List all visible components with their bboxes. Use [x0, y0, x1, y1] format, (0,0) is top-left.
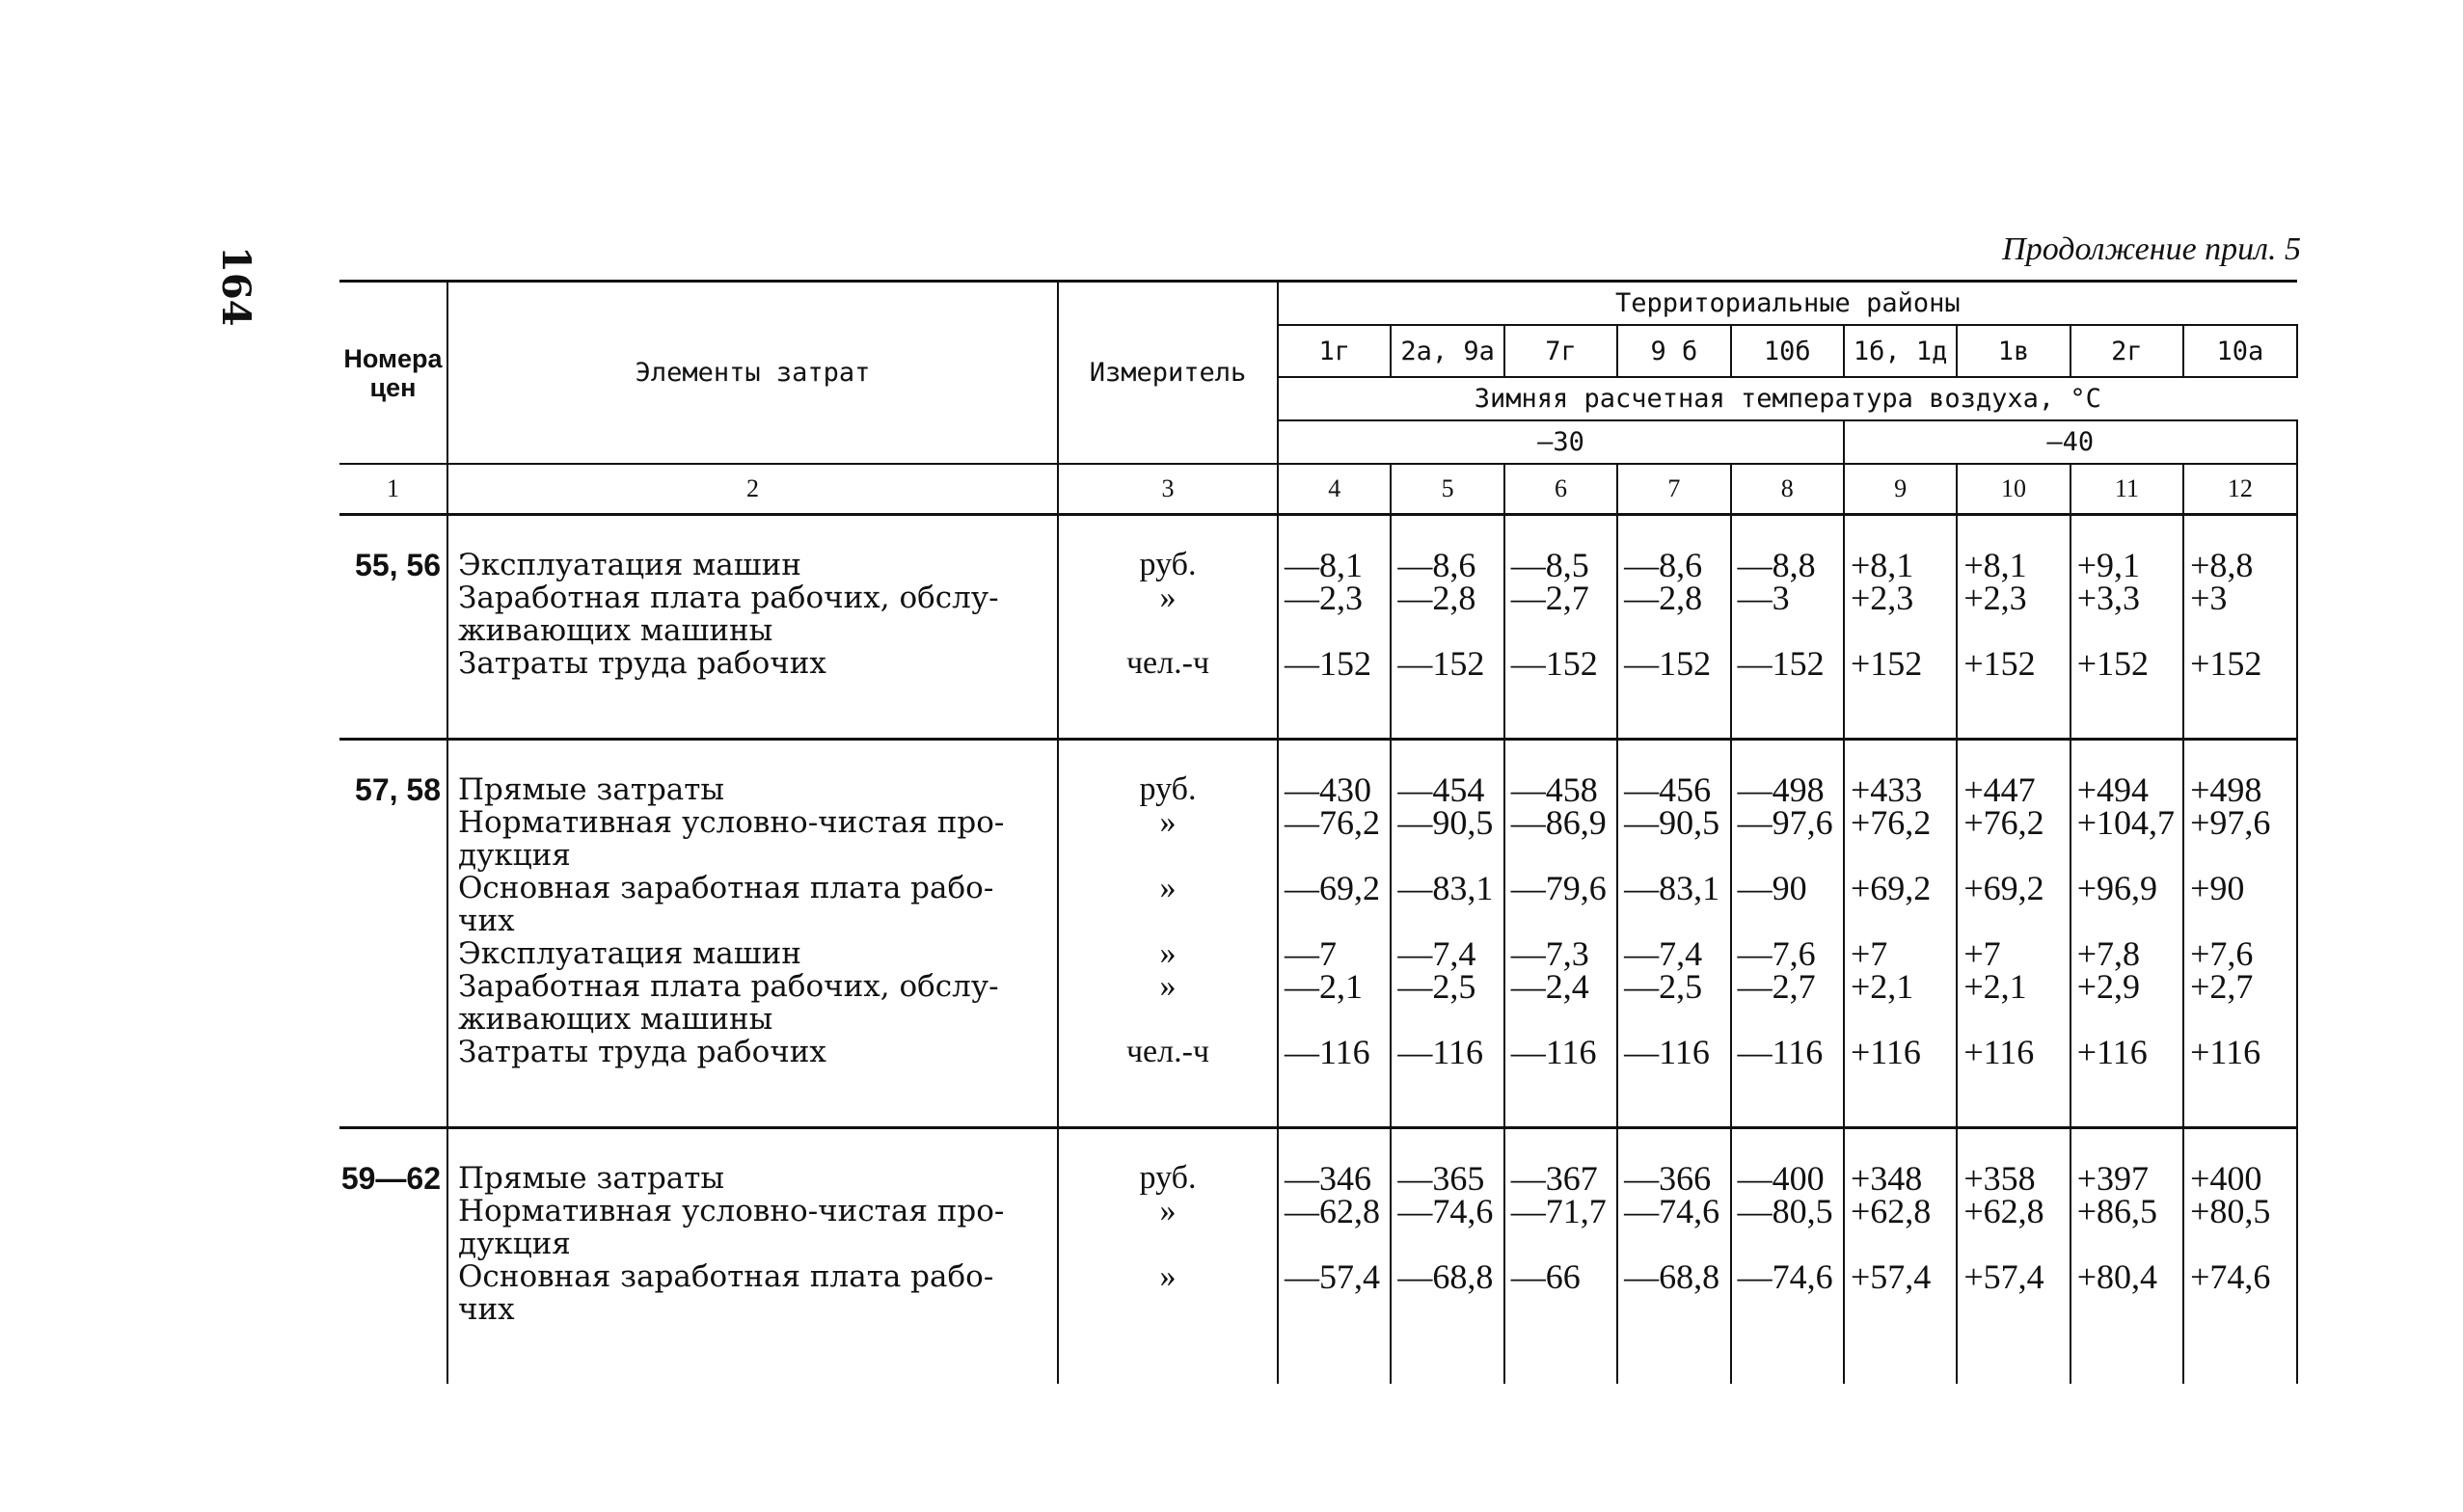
cost-element-line: чих	[458, 1292, 515, 1327]
value-line: —152	[1285, 644, 1371, 683]
value-line: +152	[1850, 644, 1923, 683]
value-cell	[1391, 740, 1503, 1128]
value-line: +116	[1850, 1033, 1921, 1071]
value-line: +2,1	[1850, 967, 1914, 1006]
value-line: +358	[1963, 1159, 2036, 1198]
header-unit: Измеритель	[1058, 282, 1278, 465]
value-line: +8,1	[1850, 546, 1914, 584]
value-line: +7	[1850, 934, 1888, 973]
value-line	[1397, 1228, 1502, 1260]
value-line: +2,7	[2190, 967, 2254, 1006]
value-line	[1285, 1293, 1390, 1326]
cost-element-line: Эксплуатация машин	[458, 936, 801, 971]
value-line	[1738, 904, 1843, 937]
district-header: 2а, 9а	[1391, 325, 1503, 377]
value-line: —74,6	[1397, 1192, 1494, 1230]
value-line	[2190, 839, 2295, 872]
value-line: —90,5	[1397, 803, 1494, 842]
value-line: +2,9	[2076, 967, 2141, 1006]
unit-line: »	[1159, 1193, 1177, 1228]
value-line	[2077, 614, 2182, 647]
value-line	[1285, 614, 1390, 647]
unit-line: руб.	[1139, 547, 1197, 582]
value-cell	[1504, 1128, 1617, 1385]
value-line	[1511, 839, 1616, 872]
value-line	[2190, 614, 2295, 647]
header-territorial-districts: Территориальные районы	[1278, 282, 2297, 326]
cost-element-line: Затраты труда рабочих	[458, 1035, 826, 1069]
value-cell	[1731, 1128, 1844, 1385]
value-cell	[1278, 740, 1391, 1128]
value-line: +74,6	[2190, 1257, 2271, 1296]
unit-cell	[1058, 515, 1278, 740]
value-line	[1511, 1228, 1616, 1260]
column-number: 1	[339, 464, 447, 515]
value-line	[1285, 904, 1390, 937]
district-header: 1г	[1278, 325, 1391, 377]
value-line: —2,1	[1285, 967, 1363, 1006]
value-line: +90	[2190, 869, 2245, 907]
value-line: +80,5	[2190, 1192, 2271, 1230]
column-number: 9	[1844, 464, 1957, 515]
value-line: —498	[1737, 770, 1825, 809]
value-line: +80,4	[2076, 1257, 2158, 1296]
value-line: —74,6	[1737, 1257, 1833, 1296]
cost-element-line: Затраты труда рабочих	[458, 646, 826, 681]
value-line: +348	[1850, 1159, 1923, 1198]
value-line	[1738, 614, 1843, 647]
value-line	[1624, 614, 1729, 647]
value-line	[1511, 1293, 1616, 1326]
cost-element-line: Нормативная условно-чистая про-	[458, 805, 1005, 840]
value-line	[2190, 1003, 2295, 1036]
value-line	[1851, 1293, 1956, 1326]
district-header: 1б, 1д	[1844, 325, 1957, 377]
value-line	[2190, 904, 2295, 937]
value-line	[2190, 1293, 2295, 1326]
value-line: +9,1	[2076, 546, 2141, 584]
value-cell	[1957, 515, 2070, 740]
value-line: —8,6	[1397, 546, 1476, 584]
value-line	[1851, 614, 1956, 647]
value-line: +7,8	[2076, 934, 2141, 973]
value-line: +152	[2076, 644, 2150, 683]
column-number: 6	[1504, 464, 1617, 515]
column-number: 12	[2183, 464, 2296, 515]
price-numbers: 57, 58	[339, 740, 447, 1128]
value-line: —8,6	[1624, 546, 1703, 584]
value-line: —456	[1624, 770, 1712, 809]
value-line: +433	[1850, 770, 1923, 809]
value-line: —152	[1624, 644, 1712, 683]
price-numbers: 59—62	[339, 1128, 447, 1385]
value-line: —8,8	[1737, 546, 1816, 584]
value-cell	[1731, 515, 1844, 740]
value-line: —86,9	[1510, 803, 1607, 842]
column-number: 7	[1617, 464, 1730, 515]
unit-line: »	[1159, 1258, 1177, 1294]
value-line: +397	[2076, 1159, 2150, 1198]
unit-line: »	[1159, 870, 1177, 905]
temp-group-minus-30: —30	[1278, 420, 1844, 464]
value-line: +7,6	[2190, 934, 2254, 973]
value-cell	[1617, 740, 1730, 1128]
value-line: —7	[1285, 934, 1337, 973]
cost-elements-cell	[447, 515, 1058, 740]
value-line	[1738, 1228, 1843, 1260]
value-line	[1738, 1003, 1843, 1036]
column-number: 3	[1058, 464, 1278, 515]
cost-element-line: Нормативная условно-чистая про-	[458, 1194, 1005, 1228]
unit-line: руб.	[1139, 771, 1197, 807]
value-line	[1397, 1003, 1502, 1036]
value-line: —8,5	[1510, 546, 1589, 584]
table-row	[339, 740, 2297, 1128]
value-line: +57,4	[1963, 1257, 2044, 1296]
value-line	[1963, 1228, 2069, 1260]
value-line: —152	[1397, 644, 1485, 683]
value-line	[1397, 839, 1502, 872]
value-line: —116	[1737, 1033, 1824, 1071]
value-line: —7,4	[1624, 934, 1703, 973]
value-line: —2,8	[1397, 579, 1476, 617]
value-line: —71,7	[1510, 1192, 1607, 1230]
value-cell	[1617, 515, 1730, 740]
column-number: 5	[1391, 464, 1503, 515]
value-line: +2,1	[1963, 967, 2027, 1006]
value-line	[1963, 614, 2069, 647]
value-line	[1963, 1293, 2069, 1326]
cost-element-line: Основная заработная плата рабо-	[458, 1259, 994, 1294]
value-line	[2077, 839, 2182, 872]
value-line	[2190, 1228, 2295, 1260]
unit-line: »	[1159, 935, 1177, 971]
value-line	[1285, 1228, 1390, 1260]
value-line	[1851, 1003, 1956, 1036]
value-cell	[1844, 1128, 1957, 1385]
column-number: 11	[2071, 464, 2183, 515]
value-line: —116	[1397, 1033, 1484, 1071]
value-line: —152	[1510, 644, 1598, 683]
value-line: —83,1	[1397, 869, 1494, 907]
unit-line: »	[1159, 968, 1177, 1004]
value-line: —400	[1737, 1159, 1825, 1198]
value-line: —116	[1285, 1033, 1370, 1071]
district-header: 10б	[1731, 325, 1844, 377]
value-cell	[2071, 1128, 2183, 1385]
value-line	[1624, 839, 1729, 872]
unit-line: чел.-ч	[1125, 1034, 1210, 1069]
value-line: —367	[1510, 1159, 1598, 1198]
value-line	[1963, 1003, 2069, 1036]
value-line: +152	[2190, 644, 2262, 683]
value-line: +8,1	[1963, 546, 2027, 584]
value-line: —74,6	[1624, 1192, 1720, 1230]
value-line	[1963, 839, 2069, 872]
value-line	[1851, 904, 1956, 937]
value-line: —2,3	[1285, 579, 1363, 617]
value-cell	[1731, 740, 1844, 1128]
cost-elements-cell	[447, 740, 1058, 1128]
value-cell	[1844, 740, 1957, 1128]
value-cell	[2071, 740, 2183, 1128]
value-line: +96,9	[2076, 869, 2158, 907]
value-cell	[2071, 515, 2183, 740]
value-cell	[1504, 515, 1617, 740]
cost-element-line: Основная заработная плата рабо-	[458, 871, 994, 905]
value-line: —66	[1510, 1257, 1581, 1296]
value-line: +3	[2190, 579, 2228, 617]
unit-cell	[1058, 1128, 1278, 1385]
value-cell	[1391, 1128, 1503, 1385]
value-line	[1397, 904, 1502, 937]
value-line	[2077, 1003, 2182, 1036]
value-cell	[1617, 1128, 1730, 1385]
cost-element-line: Эксплуатация машин	[458, 548, 801, 582]
district-header: 2г	[2071, 325, 2183, 377]
value-line: —80,5	[1737, 1192, 1833, 1230]
value-line: —69,2	[1285, 869, 1380, 907]
unit-line: руб.	[1139, 1160, 1197, 1196]
value-line	[1397, 614, 1502, 647]
value-line: +69,2	[1963, 869, 2044, 907]
value-line	[2077, 904, 2182, 937]
value-line: —90	[1737, 869, 1807, 907]
cost-element-line: дукция	[458, 1227, 571, 1261]
value-line: +76,2	[1963, 803, 2044, 842]
value-line: —62,8	[1285, 1192, 1380, 1230]
cost-elements-table	[339, 280, 2298, 1384]
value-line: —97,6	[1737, 803, 1833, 842]
value-line: —454	[1397, 770, 1485, 809]
value-line: —79,6	[1510, 869, 1607, 907]
value-line	[1624, 904, 1729, 937]
value-line: —68,8	[1397, 1257, 1494, 1296]
page-number: 164	[213, 246, 258, 327]
value-line: —346	[1285, 1159, 1371, 1198]
value-line: +498	[2190, 770, 2262, 809]
cost-element-line: чих	[458, 904, 515, 938]
unit-line	[1059, 1293, 1277, 1326]
value-line: +494	[2076, 770, 2150, 809]
value-line	[2077, 1293, 2182, 1326]
value-line	[1511, 614, 1616, 647]
unit-line	[1059, 1228, 1277, 1260]
value-line	[2077, 1228, 2182, 1260]
unit-line: чел.-ч	[1125, 645, 1210, 681]
cost-element-line: Заработная плата рабочих, обслу-	[458, 580, 999, 615]
value-cell	[2183, 740, 2296, 1128]
value-line: +7	[1963, 934, 2001, 973]
value-line: +86,5	[2076, 1192, 2158, 1230]
value-line	[1511, 904, 1616, 937]
temp-group-minus-40: —40	[1844, 420, 2297, 464]
value-line	[1738, 1293, 1843, 1326]
unit-cell	[1058, 740, 1278, 1128]
value-cell	[1957, 1128, 2070, 1385]
unit-line	[1059, 614, 1277, 647]
value-line: —116	[1624, 1033, 1710, 1071]
value-line: +57,4	[1850, 1257, 1932, 1296]
value-line: —57,4	[1285, 1257, 1380, 1296]
header-cost-elements: Элементы затрат	[447, 282, 1058, 465]
value-line	[1285, 839, 1390, 872]
table-row	[339, 515, 2297, 740]
value-line	[1511, 1003, 1616, 1036]
value-line: +69,2	[1850, 869, 1932, 907]
cost-element-line: живающих машины	[458, 1002, 773, 1037]
unit-line	[1059, 1003, 1277, 1036]
table-row	[339, 1128, 2297, 1385]
value-line: +76,2	[1850, 803, 1932, 842]
column-number: 10	[1957, 464, 2070, 515]
value-line: —366	[1624, 1159, 1712, 1198]
value-line: —7,3	[1510, 934, 1589, 973]
value-line: —365	[1397, 1159, 1485, 1198]
value-line: —2,8	[1624, 579, 1703, 617]
value-cell	[1504, 740, 1617, 1128]
district-header: 1в	[1957, 325, 2070, 377]
value-line: —2,7	[1510, 579, 1589, 617]
value-cell	[1278, 1128, 1391, 1385]
value-line: +447	[1963, 770, 2036, 809]
value-line: —8,1	[1285, 546, 1363, 584]
value-cell	[2183, 1128, 2296, 1385]
cost-elements-cell	[447, 1128, 1058, 1385]
column-number: 8	[1731, 464, 1844, 515]
value-cell	[1844, 515, 1957, 740]
value-line: +152	[1963, 644, 2036, 683]
value-line: —2,5	[1397, 967, 1476, 1006]
value-cell	[2183, 515, 2296, 740]
value-line: —2,5	[1624, 967, 1703, 1006]
cost-element-line: дукция	[458, 838, 571, 873]
header-winter-temperature: Зимняя расчетная температура воздуха, °С	[1278, 377, 2297, 420]
value-cell	[1957, 740, 2070, 1128]
header-price-numbers: Номера цен	[339, 282, 447, 465]
value-line: +8,8	[2190, 546, 2254, 584]
unit-line	[1059, 839, 1277, 872]
value-line: +62,8	[1963, 1192, 2044, 1230]
cost-element-line: Заработная плата рабочих, обслу-	[458, 969, 999, 1004]
value-line: +62,8	[1850, 1192, 1932, 1230]
value-line: —2,7	[1737, 967, 1816, 1006]
value-line	[1624, 1293, 1729, 1326]
price-numbers: 55, 56	[339, 515, 447, 740]
column-number: 2	[447, 464, 1058, 515]
value-line: —90,5	[1624, 803, 1720, 842]
column-number: 4	[1278, 464, 1391, 515]
value-line: —7,6	[1737, 934, 1816, 973]
district-header: 9 б	[1617, 325, 1730, 377]
value-line	[1738, 839, 1843, 872]
value-line: —2,4	[1510, 967, 1589, 1006]
value-line: +3,3	[2076, 579, 2141, 617]
value-line: +400	[2190, 1159, 2262, 1198]
continuation-caption: Продолжение прил. 5	[2002, 231, 2301, 267]
value-line	[1397, 1293, 1502, 1326]
value-line: +104,7	[2076, 803, 2176, 842]
value-cell	[1391, 515, 1503, 740]
district-header: 10а	[2183, 325, 2296, 377]
unit-line	[1059, 904, 1277, 937]
cost-element-line: Прямые затраты	[458, 1161, 725, 1196]
value-line: —430	[1285, 770, 1371, 809]
value-cell	[1278, 515, 1391, 740]
value-line	[1963, 904, 2069, 937]
value-line: —116	[1510, 1033, 1597, 1071]
district-header: 7г	[1504, 325, 1617, 377]
value-line: —152	[1737, 644, 1825, 683]
value-line	[1624, 1003, 1729, 1036]
value-line	[1285, 1003, 1390, 1036]
value-line: +116	[1963, 1033, 2035, 1071]
cost-element-line: Прямые затраты	[458, 772, 725, 807]
value-line: —7,4	[1397, 934, 1476, 973]
unit-line: »	[1159, 580, 1177, 615]
value-line: —68,8	[1624, 1257, 1720, 1296]
value-line: +97,6	[2190, 803, 2271, 842]
value-line: —458	[1510, 770, 1598, 809]
value-line: —76,2	[1285, 803, 1380, 842]
value-line: —83,1	[1624, 869, 1720, 907]
value-line: +2,3	[1850, 579, 1914, 617]
value-line	[1851, 839, 1956, 872]
unit-line: »	[1159, 804, 1177, 840]
value-line: +2,3	[1963, 579, 2027, 617]
cost-element-line: живающих машины	[458, 613, 773, 648]
value-line: +116	[2190, 1033, 2261, 1071]
value-line	[1624, 1228, 1729, 1260]
value-line: +116	[2076, 1033, 2148, 1071]
value-line: —3	[1737, 579, 1790, 617]
value-line	[1851, 1228, 1956, 1260]
